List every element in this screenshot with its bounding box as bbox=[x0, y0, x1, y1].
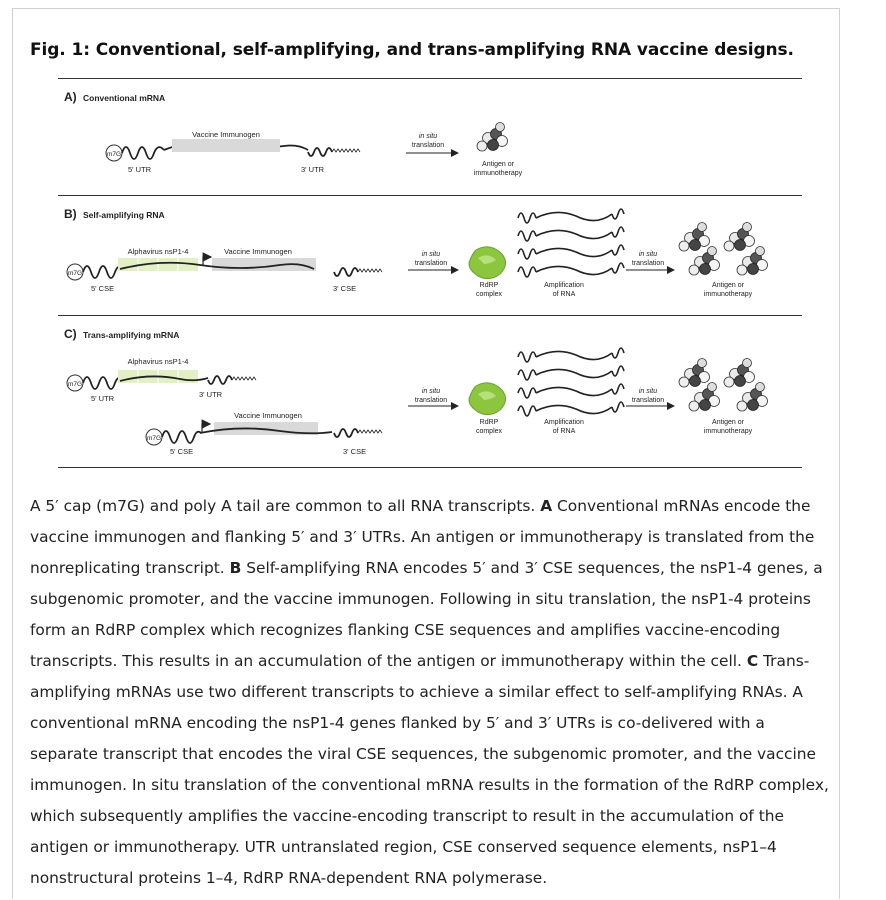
panel-a-immunogen-label: Vaccine Immunogen bbox=[192, 130, 260, 139]
panel-b-amplified-rna-1 bbox=[518, 209, 624, 223]
panel-b-amp-line2: of RNA bbox=[552, 291, 576, 298]
panel-a-3utr-strand bbox=[308, 148, 332, 156]
panel-a-antigen-icon bbox=[477, 123, 508, 152]
panel-c-5cse-label: 5' CSE bbox=[170, 447, 194, 456]
panel-c-rdrp-line2: complex bbox=[475, 428, 503, 435]
panel-a-letter: A) bbox=[64, 90, 77, 104]
panel-c-amplified-rna-4 bbox=[518, 402, 624, 416]
panel-c-5utr-label: 5' UTR bbox=[91, 394, 115, 403]
figure-title: Fig. 1: Conventional, self-amplifying, and trans-amplifying RNA vaccine designs. bbox=[30, 40, 794, 60]
panel-c-antigen-icons bbox=[679, 359, 768, 412]
panel-c-5cse-strand bbox=[162, 431, 201, 443]
caption-b-label: B bbox=[229, 559, 242, 577]
panel-b-cap-label: m7G bbox=[67, 270, 83, 277]
panel-c-product-line1: Antigen or bbox=[712, 419, 744, 426]
caption-a-label: A bbox=[540, 497, 553, 515]
panel-b-3cse-label: 3' CSE bbox=[333, 284, 357, 293]
panel-b-5cse-strand bbox=[83, 266, 122, 278]
panel-b bbox=[64, 207, 768, 298]
panel-c-amplified-rna-2 bbox=[518, 366, 624, 380]
panel-b-rdrp-line2: complex bbox=[475, 291, 503, 298]
panel-b-amplified-rna-3 bbox=[518, 245, 624, 259]
panel-b-product-line2: immunotherapy bbox=[703, 291, 753, 298]
panel-b-rdrp-icon bbox=[469, 247, 506, 279]
panel-c-rdrp-icon bbox=[469, 383, 506, 415]
panel-c-amp-line1: Amplification bbox=[544, 419, 584, 426]
panel-c-3cse-label: 3' CSE bbox=[343, 447, 367, 456]
panel-a-product-line1: Antigen or bbox=[482, 161, 514, 168]
panel-b-rdrp-line1: RdRP bbox=[479, 282, 499, 289]
panel-b-step2-line2: translation bbox=[631, 260, 665, 267]
panel-a-step-line2: translation bbox=[411, 142, 445, 149]
panel-b-polya-tail bbox=[358, 269, 382, 272]
panel-c-step1-line2: translation bbox=[414, 397, 448, 404]
caption-c-label: C bbox=[746, 652, 759, 670]
panel-c-3utr-strand bbox=[208, 376, 232, 384]
panel-b-step1-line1: in situ bbox=[421, 251, 441, 258]
panel-b-product-line1: Antigen or bbox=[712, 282, 744, 289]
panel-a-polya-tail bbox=[332, 149, 360, 152]
panel-a-5utr-strand bbox=[122, 147, 164, 159]
panel-c-step1-line1: in situ bbox=[421, 388, 441, 395]
panel-a-product-line2: immunotherapy bbox=[473, 170, 523, 177]
panel-c-step2-line1: in situ bbox=[638, 388, 658, 395]
panel-a-name: Conventional mRNA bbox=[83, 93, 166, 103]
svg-text:m7G: m7G bbox=[67, 381, 83, 388]
panel-a-cap-label: m7G bbox=[106, 151, 122, 158]
panel-c-immunogen-label: Vaccine Immunogen bbox=[234, 411, 302, 420]
panel-b-amp-line1: Amplification bbox=[544, 282, 584, 289]
panel-b-letter: B) bbox=[64, 207, 77, 221]
panel-a-3utr-label: 3' UTR bbox=[301, 165, 325, 174]
figure-caption bbox=[30, 491, 830, 894]
panel-c-amplified-rna-1 bbox=[518, 348, 624, 362]
panel-a-immunogen-box bbox=[172, 139, 280, 152]
panel-c-3cse-strand bbox=[334, 429, 358, 437]
panel-c-product-line2: immunotherapy bbox=[703, 428, 753, 435]
panel-c bbox=[64, 327, 768, 456]
panel-b-3cse-strand bbox=[334, 268, 358, 276]
panel-c-amplified-rna-3 bbox=[518, 384, 624, 398]
panel-c-5utr-strand bbox=[83, 377, 122, 389]
caption-b-text: Self-amplifying RNA encodes 5′ and 3′ CSE sequences, the nsP1-4 genes, a subgenomic promoter, and the vaccine immunogen. Following in situ translation, the nsP1-4 proteins form an RdRP complex which recognizes flanking CSE sequences and amplifies vaccine-encoding transcripts. This results in an accumulation of the antigen or immunotherapy within the cell. bbox=[30, 559, 823, 670]
panel-b-immunogen-label: Vaccine Immunogen bbox=[224, 247, 292, 256]
panel-c-polya-tail-1 bbox=[232, 377, 256, 380]
panel-b-subgenomic-promoter bbox=[203, 257, 211, 266]
panel-c-rdrp-line1: RdRP bbox=[479, 419, 499, 426]
panel-b-step2-line1: in situ bbox=[638, 251, 658, 258]
caption-intro: A 5′ cap (m7G) and poly A tail are common to all RNA transcripts. bbox=[30, 497, 536, 515]
panel-c-amp-line2: of RNA bbox=[552, 428, 576, 435]
panel-b-amplified-rna-4 bbox=[518, 263, 624, 277]
panel-b-antigen-icons bbox=[679, 223, 768, 276]
caption-a-text: Conventional mRNAs encode the vaccine immunogen and flanking 5′ and 3′ UTRs. An antigen or immunotherapy is translated from the nonreplicating transcript. bbox=[30, 497, 815, 577]
caption-c-text: Trans-amplifying mRNAs use two different transcripts to achieve a similar effect to self-amplifying RNAs. A conventional mRNA encoding the nsP1-4 genes flanked by 5′ and 3′ UTRs is co-delivered with a separate transcript that encodes the viral CSE sequences, the subgenomic promoter, and the vaccine immunogen. In situ translation of the conventional mRNA results in the formation of the RdRP complex, which subsequently amplifies the vaccine-encoding transcript to result in the accumulation of the antigen or immunotherapy. UTR untranslated region, CSE conserved sequence elements, nsP1–4 nonstructural proteins 1–4, RdRP RNA-dependent RNA polymerase. bbox=[30, 652, 829, 887]
panel-c-step2-line2: translation bbox=[631, 397, 665, 404]
panel-b-step1-line2: translation bbox=[414, 260, 448, 267]
panel-b-nsp-label: Alphavirus nsP1-4 bbox=[127, 247, 189, 256]
panel-a bbox=[64, 90, 523, 177]
panel-c-nsp-label: Alphavirus nsP1-4 bbox=[127, 357, 189, 366]
panel-a-step-line1: in situ bbox=[418, 133, 438, 140]
panel-b-name: Self-amplifying RNA bbox=[83, 210, 165, 220]
panel-a-5utr-label: 5' UTR bbox=[128, 165, 152, 174]
panel-c-3utr-label: 3' UTR bbox=[199, 390, 223, 399]
panel-c-letter: C) bbox=[64, 327, 77, 341]
panel-c-polya-tail-2 bbox=[358, 430, 382, 433]
panel-b-5cse-label: 5' CSE bbox=[91, 284, 115, 293]
panel-b-amplified-rna-2 bbox=[518, 227, 624, 241]
panel-c-name: Trans-amplifying mRNA bbox=[83, 330, 180, 340]
svg-text:m7G: m7G bbox=[146, 435, 162, 442]
